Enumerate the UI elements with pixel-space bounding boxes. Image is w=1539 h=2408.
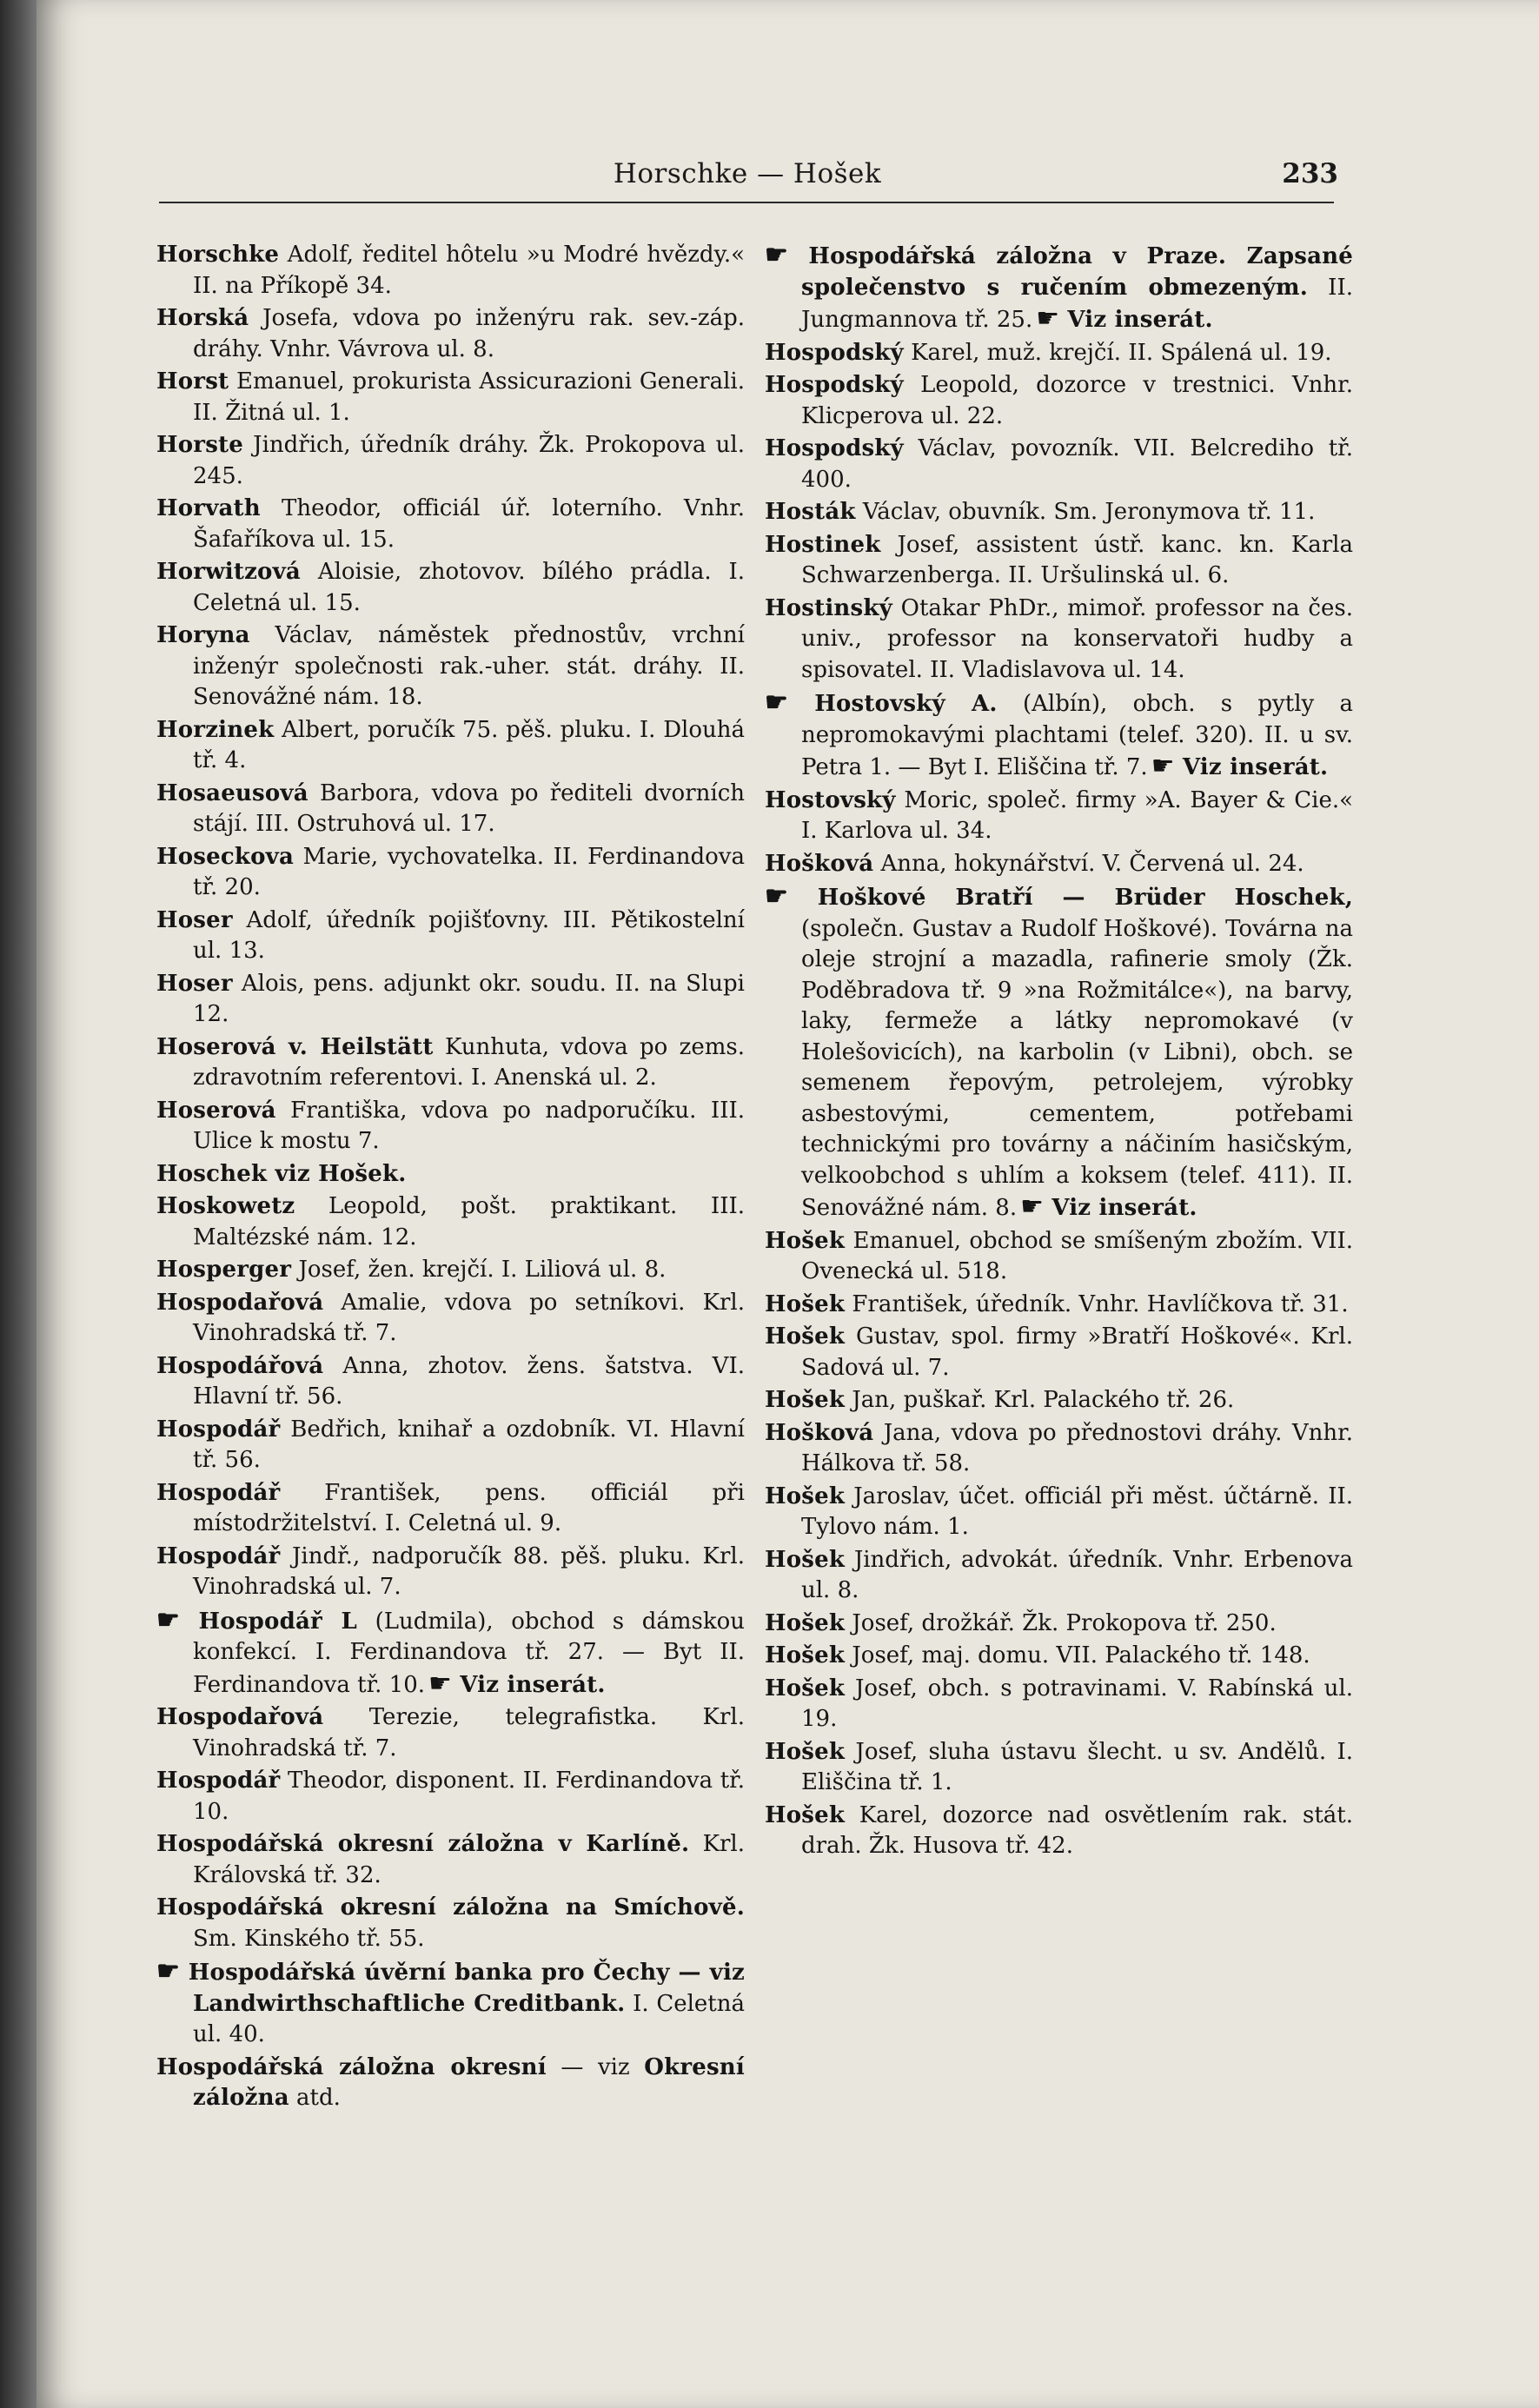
- entry-name: Hostinský: [765, 594, 892, 621]
- page-number: 233: [1282, 158, 1338, 189]
- entry-name: Okresní záložna: [193, 2053, 745, 2111]
- entry-name: Hosták: [765, 499, 856, 525]
- directory-entry: [156, 715, 745, 777]
- entry-name: Hospodský: [765, 435, 904, 461]
- entry-name: Hoser: [156, 906, 233, 933]
- directory-entry: [765, 240, 1353, 336]
- entry-name: Hospodský: [765, 339, 904, 366]
- entry-text: Josefa, vdova po inženýru rak. sev.-záp. dráhy. Vnhr. Vávrova ul. 8.: [193, 305, 745, 362]
- entry-name: Hospodářská okresní záložna v Karlíně.: [156, 1831, 690, 1857]
- directory-entry: [156, 779, 745, 840]
- directory-entry: [156, 430, 745, 492]
- directory-entry: [156, 1542, 745, 1603]
- directory-entry: [765, 1385, 1353, 1416]
- entry-name: Hostinek: [765, 531, 881, 558]
- entry-text: Anna, hokynářství. V. Červená ul. 24.: [873, 850, 1304, 877]
- directory-entry: [765, 370, 1353, 432]
- directory-entry: [156, 240, 745, 302]
- entry-text: Václav, povozník. VII. Belcrediho tř. 400.: [801, 435, 1353, 493]
- directory-entry: [765, 881, 1353, 1224]
- pointing-hand-icon: ☛: [156, 1956, 180, 1987]
- directory-entry: [765, 1322, 1353, 1383]
- directory-entry: [156, 1032, 745, 1094]
- directory-entry: [156, 494, 745, 555]
- entry-name: Hostovský: [765, 786, 896, 813]
- entry-text: — viz: [546, 2053, 645, 2080]
- entry-text: Otakar PhDr., mimoř. professor na čes. univ., professor na konservatoři hudby a spisovatel. II. Vladislavova ul. 14.: [801, 594, 1353, 683]
- pointing-hand-icon: ☛: [1151, 751, 1175, 781]
- entry-name: Hoser: [156, 970, 233, 997]
- entry-text: Josef, sluha ústavu šlecht. u sv. Andělů. I. Eliščina tř. 1.: [801, 1738, 1353, 1795]
- directory-entry: [765, 434, 1353, 495]
- entry-text: Kunhuta, vdova po zems. zdravotním referentovi. I. Anenská ul. 2.: [193, 1033, 745, 1091]
- entry-text: Jaroslav, účet. officiál při měst. účtárně. II. Tylovo nám. 1.: [801, 1483, 1353, 1540]
- entry-name: Hoschek viz Hošek.: [156, 1160, 407, 1187]
- entry-text: Adolf, ředitel hôtelu »u Modré hvězdy.« II. na Příkopě 34.: [193, 242, 745, 299]
- entry-name: Horzinek: [156, 716, 275, 743]
- entry-text: Jana, vdova po přednostovi dráhy. Vnhr. Hálkova tř. 58.: [801, 1419, 1353, 1476]
- entry-name: Hospodařová: [156, 1704, 324, 1730]
- directory-entry: [156, 1288, 745, 1350]
- entry-text: Moric, společ. firmy »A. Bayer & Cie.« I. Karlova ul. 34.: [801, 786, 1353, 844]
- right-column: [765, 240, 1353, 2360]
- left-column: [156, 240, 745, 2360]
- entry-text: Leopold, pošt. praktikant. III. Maltézské nám. 12.: [193, 1193, 745, 1250]
- directory-entry: [765, 1290, 1353, 1321]
- entry-name: Hoseckova: [156, 843, 295, 870]
- advert-reference: Viz inserát.: [451, 1671, 606, 1698]
- entry-text: Josef, maj. domu. VII. Palackého tř. 148.: [845, 1642, 1310, 1668]
- entry-name: Hošková: [765, 850, 874, 877]
- directory-entry: [765, 786, 1353, 847]
- entry-name: Hospodář L: [179, 1608, 357, 1635]
- entry-name: Horská: [156, 305, 249, 331]
- directory-entry: [765, 1226, 1353, 1288]
- entry-text: Karel, dozorce nad osvětlením rak. stát. drah. Žk. Husova tř. 42.: [801, 1801, 1353, 1859]
- entry-name: Hospodařová: [156, 1289, 324, 1316]
- directory-entry: [156, 303, 745, 365]
- entry-name: Hosaeusová: [156, 779, 308, 806]
- entry-text: Terezie, telegrafistka. Krl. Vinohradská tř. 7.: [193, 1704, 745, 1761]
- directory-entry: [765, 1737, 1353, 1799]
- entry-name: Horyna: [156, 622, 250, 648]
- entry-name: Hošek: [765, 1483, 846, 1509]
- directory-entry: [765, 1674, 1353, 1735]
- entry-text: Theodor, officiál úř. loterního. Vnhr. Šafaříkova ul. 15.: [193, 495, 745, 553]
- entry-text: (Ludmila), obchod s dámskou konfekcí. I. Ferdinandova tř. 27. — Byt II. Ferdinandova tř. 10.: [193, 1608, 745, 1698]
- header-rule: [159, 202, 1334, 203]
- pointing-hand-icon: ☛: [765, 240, 788, 270]
- entry-text: Albert, poručík 75. pěš. pluku. I. Dlouhá tř. 4.: [193, 716, 745, 773]
- entry-name: Hoškové Bratří — Brüder Hoschek,: [787, 885, 1353, 911]
- entry-text: Amalie, vdova po setníkovi. Krl. Vinohradská tř. 7.: [193, 1289, 745, 1346]
- entry-name: Horvath: [156, 495, 261, 521]
- entry-name: Hošek: [765, 1387, 846, 1413]
- directory-entry: [156, 1478, 745, 1540]
- entry-text: Karel, muž. krejčí. II. Spálená ul. 19.: [903, 339, 1332, 366]
- directory-entry: [765, 849, 1353, 880]
- directory-entry: [156, 1415, 745, 1476]
- entry-text: Theodor, disponent. II. Ferdinandova tř. 10.: [193, 1768, 745, 1825]
- pointing-hand-icon: ☛: [428, 1668, 452, 1699]
- entry-text: Krl. Královská tř. 32.: [193, 1831, 745, 1888]
- entry-name: Hospodský: [765, 372, 904, 398]
- advert-reference: Viz inserát.: [1044, 1195, 1197, 1221]
- directory-entry: [156, 1159, 745, 1191]
- entry-name: Hošek: [765, 1290, 846, 1317]
- entry-name: Horwitzová: [156, 559, 301, 585]
- entry-text: Josef, žen. krejčí. I. Liliová ul. 8.: [291, 1257, 667, 1283]
- entry-text: Barbora, vdova po řediteli dvorních stájí. III. Ostruhová ul. 17.: [193, 779, 745, 837]
- entry-name: Hoserová v. Heilstätt: [156, 1033, 434, 1060]
- directory-entry: [156, 2053, 745, 2114]
- entry-text: František, úředník. Vnhr. Havlíčkova tř. 31.: [845, 1290, 1349, 1317]
- entry-text: Jan, puškař. Krl. Palackého tř. 26.: [845, 1387, 1235, 1413]
- directory-entry: [156, 905, 745, 967]
- entry-name: Hošek: [765, 1642, 846, 1668]
- entry-text: Gustav, spol. firmy »Bratří Hoškové«. Krl. Sadová ul. 7.: [801, 1323, 1353, 1381]
- directory-entry: [765, 594, 1353, 687]
- entry-name: Hošek: [765, 1323, 846, 1350]
- entry-text: Václav, obuvník. Sm. Jeronymova tř. 11.: [855, 499, 1316, 525]
- entry-text: Leopold, dozorce v trestnici. Vnhr. Klicperova ul. 22.: [801, 372, 1353, 429]
- directory-entry: [156, 1702, 745, 1764]
- entry-text: Bedřich, knihař a ozdobník. VI. Hlavní tř. 56.: [193, 1416, 745, 1473]
- entry-name: Hospodář: [156, 1768, 281, 1794]
- entry-text: Aloisie, zhotovov. bílého prádla. I. Celetná ul. 15.: [193, 559, 745, 616]
- directory-entry: [765, 1545, 1353, 1607]
- directory-entry: [765, 1609, 1353, 1640]
- entry-text: Adolf, úředník pojišťovny. III. Pětikostelní ul. 13.: [193, 906, 745, 964]
- entry-text: Marie, vychovatelka. II. Ferdinandova tř. 20.: [193, 843, 745, 900]
- directory-entry: [156, 620, 745, 713]
- entry-text: Anna, zhotov. žens. šatstva. VI. Hlavní tř. 56.: [193, 1352, 745, 1410]
- entry-text: Josef, assistent ústř. kanc. kn. Karla Schwarzenberga. II. Uršulinská ul. 6.: [801, 531, 1353, 588]
- entry-text: (společn. Gustav a Rudolf Hoškové). Továrna na oleje strojní a mazadla, rafinerie smoly (Žk. Poděbradova tř. 9 »na Rožmitálce«), na barvy, laky, fermeže a látky nepromokavé (v Holešovicích), na karbolin (v Libni), obch. se semenem řepovým, petrolejem, výrobky asbestovými, cementem, potřebami technickými pro továrny a náčiním hasičským, velkoobchod s uhlím a koksem (telef. 411). II. Senovážné nám. 8.: [801, 915, 1353, 1221]
- entry-name: Hospodářská záložna okresní: [156, 2053, 547, 2080]
- pointing-hand-icon: ☛: [1036, 303, 1060, 334]
- directory-entry: [765, 1641, 1353, 1672]
- entry-name: Hošek: [765, 1801, 846, 1828]
- directory-entry: [156, 1766, 745, 1828]
- directory-entry: [765, 1482, 1353, 1543]
- advert-reference: Viz inserát.: [1174, 754, 1329, 780]
- entry-name: Hospodářská záložna v Praze. Zapsané společenstvo s ručením obmezeným.: [787, 243, 1353, 301]
- directory-entry: [156, 557, 745, 619]
- directory-entry: [765, 1801, 1353, 1862]
- entry-name: Hošek: [765, 1738, 846, 1765]
- directory-entry: [156, 1351, 745, 1413]
- entry-text: Františka, vdova po nadporučíku. III. Ulice k mostu 7.: [193, 1097, 745, 1154]
- book-gutter: [0, 0, 36, 2408]
- directory-entry: [765, 338, 1353, 369]
- pointing-hand-icon: ☛: [156, 1604, 180, 1635]
- entry-name: Horste: [156, 432, 243, 458]
- directory-entry: [156, 1255, 745, 1286]
- entry-name: Hospodář: [156, 1479, 281, 1506]
- advert-reference: Viz inserát.: [1059, 307, 1213, 333]
- entry-name: Hoserová: [156, 1097, 276, 1124]
- entry-name: Hošek: [765, 1227, 846, 1254]
- entry-name: Hošek: [765, 1675, 846, 1702]
- directory-entry: [156, 1956, 745, 2051]
- entry-text: Emanuel, prokurista Assicurazioni Generali. II. Žitná ul. 1.: [193, 368, 745, 426]
- entry-text: I. Celetná ul. 40.: [193, 1990, 745, 2047]
- page-header-title: Horschke — Hošek: [613, 158, 882, 189]
- entry-name: Hospodářská úvěrní banka pro Čechy — viz Landwirthschaftliche Creditbank.: [179, 1960, 745, 2017]
- directory-entry: [765, 687, 1353, 784]
- entry-name: Hošková: [765, 1419, 874, 1446]
- entry-text: Josef, drožkář. Žk. Prokopova tř. 250.: [845, 1609, 1277, 1636]
- entry-text: Jindřich, advokát. úředník. Vnhr. Erbenova ul. 8.: [801, 1546, 1353, 1603]
- entry-text: František, pens. officiál při místodržitelství. I. Celetná ul. 9.: [193, 1479, 745, 1536]
- directory-entry: [156, 1096, 745, 1158]
- entry-text: Václav, náměstek přednostův, vrchní inženýr společnosti rak.-uher. stát. dráhy. II. Senovážné nám. 18.: [193, 622, 745, 710]
- entry-name: Hospodářová: [156, 1352, 324, 1379]
- entry-name: Hospodář: [156, 1542, 281, 1569]
- entry-text: II. Jungmannova tř. 25.: [801, 274, 1353, 333]
- entry-name: Horschke: [156, 242, 280, 268]
- entry-text: Alois, pens. adjunkt okr. soudu. II. na Slupi 12.: [193, 970, 745, 1027]
- directory-entry: [156, 1191, 745, 1253]
- entry-name: Hospodář: [156, 1416, 281, 1443]
- entry-name: Hospodářská okresní záložna na Smíchově.: [156, 1894, 745, 1920]
- entry-text: atd.: [289, 2085, 341, 2111]
- pointing-hand-icon: ☛: [1020, 1191, 1045, 1222]
- pointing-hand-icon: ☛: [765, 687, 788, 718]
- directory-entry: [156, 969, 745, 1031]
- entry-text: Jindř., nadporučík 88. pěš. pluku. Krl. Vinohradská ul. 7.: [193, 1542, 745, 1600]
- directory-entry: [156, 367, 745, 428]
- entry-name: Hošek: [765, 1609, 846, 1636]
- directory-entry: [156, 842, 745, 904]
- directory-entry: [156, 1605, 745, 1702]
- entry-text: Emanuel, obchod se smíšeným zbožím. VII. Ovenecká ul. 518.: [801, 1227, 1353, 1284]
- entry-text: Josef, obch. s potravinami. V. Rabínská ul. 19.: [801, 1675, 1353, 1732]
- entry-text: Sm. Kinského tř. 55.: [193, 1925, 425, 1952]
- directory-entry: [156, 1893, 745, 1954]
- entry-name: Hošek: [765, 1546, 846, 1573]
- directory-entry: [765, 1418, 1353, 1480]
- entry-name: Hosperger: [156, 1257, 292, 1283]
- directory-entry: [156, 1829, 745, 1891]
- entry-name: Hostovský A.: [787, 691, 998, 717]
- entry-text: (Albín), obch. s pytly a nepromokavými plachtami (telef. 320). II. u sv. Petra 1. — Byt I. Eliščina tř. 7.: [801, 691, 1353, 780]
- entry-text: Jindřich, úředník dráhy. Žk. Prokopova ul. 245.: [193, 432, 745, 489]
- entry-name: Hoskowetz: [156, 1193, 295, 1219]
- directory-entry: [765, 497, 1353, 528]
- directory-entry: [765, 530, 1353, 592]
- entry-name: Horst: [156, 368, 229, 395]
- running-head: [156, 158, 1338, 202]
- pointing-hand-icon: ☛: [765, 881, 788, 912]
